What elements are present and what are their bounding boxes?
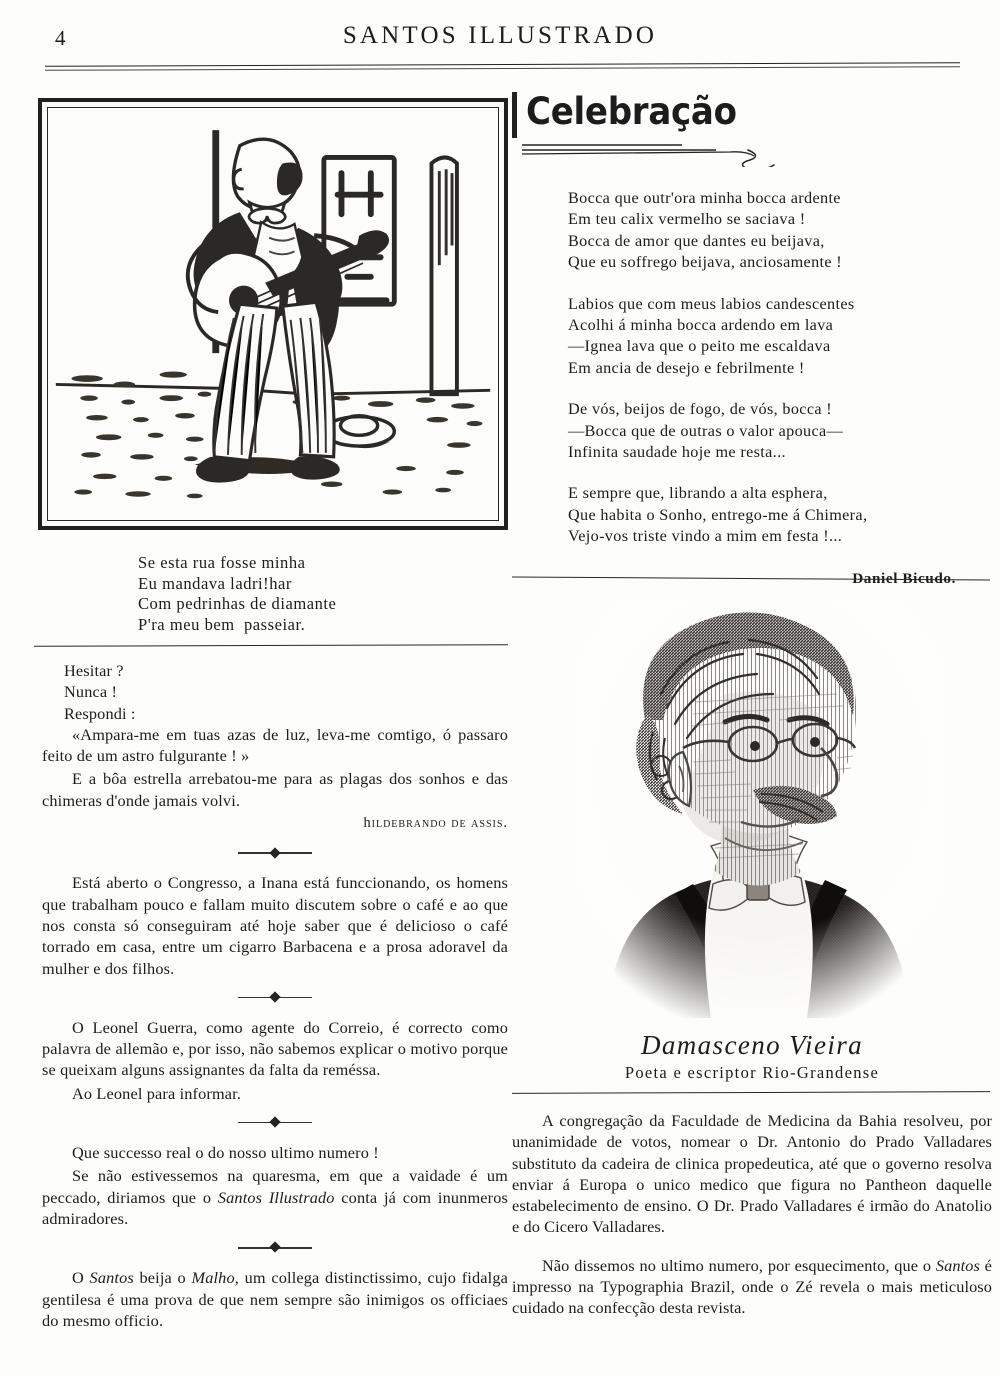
publication-mention: Malho [191, 1268, 235, 1288]
note-successo-second [42, 1165, 508, 1229]
fragment-line: Respondi : [64, 703, 136, 723]
fragment-line: Hesitar ? [64, 661, 124, 680]
note-successo-text-b: conta já com inunmeros admiradores. [42, 1187, 508, 1228]
ornament-divider [42, 1242, 508, 1254]
note-malho-text-c: , um collega distinctissimo, cujo fidalga gentilesa é uma prova de que nem sempre são inimigos os officiaes do mesmo officio. [42, 1268, 508, 1330]
poem-stanza [568, 483, 988, 547]
note-malho-text-a: O [72, 1268, 90, 1288]
poem-title: Celebração [526, 90, 737, 133]
left-column [42, 660, 508, 1333]
poem-line: —Ignea lava que o peito me escaldava [568, 337, 831, 356]
poem-line: Labios que com meus labios candescentes [568, 294, 855, 313]
note-malho-text-b: beija o [133, 1268, 192, 1288]
caption-line: Com pedrinhas de diamante [138, 594, 337, 613]
note-typographia [512, 1255, 992, 1319]
poem-line: De vós, beijos de fogo, de vós, bocca ! [568, 400, 833, 419]
street-serenader-cartoon [47, 107, 499, 521]
ornament-divider [42, 1117, 508, 1129]
note-malho [42, 1267, 508, 1331]
fragment-lines [42, 660, 508, 724]
caption-line: Se esta rua fosse minha [138, 553, 306, 572]
poem-line: Em ancia de desejo e febrilmente ! [568, 358, 805, 377]
poem-signature: Daniel Bicudo. [852, 569, 956, 587]
poem-line: Acolhi á minha bocca ardendo em lava [568, 316, 834, 335]
poem-line: Em teu calix vermelho se saciava ! [568, 210, 806, 229]
poem-line: —Bocca que de outras o valor apouca— [568, 421, 844, 440]
note-successo-first: Que successo real o do nosso ultimo numero ! [72, 1143, 379, 1163]
poem-line: E sempre que, librando a alta esphera, [568, 484, 828, 503]
right-column [512, 1110, 992, 1336]
heading-flourish-icon [520, 139, 810, 167]
publication-mention: Santos Illustrado [217, 1187, 335, 1207]
poem-line: Infinita saudade hoje me resta... [568, 443, 786, 462]
note-leonel-first: O Leonel Guerra, como agente do Correio, é correcto como palavra de allemão e, por isso, não sabemos explicar o motivo porque se queixam alguns assignantes da falta da reméssa. [42, 1017, 508, 1080]
note-typographia-text-b: é impresso na Typographia Brazil, onde o Zé revela o mais meticuloso cuidado na confecção desta revista. [512, 1255, 992, 1318]
note-leonel-second: Ao Leonel para informar. [72, 1083, 242, 1103]
publication-mention: Santos [89, 1268, 134, 1288]
quote-closing-paragraph: E a bôa estrella arrebatou-me para as plagas dos sonhos e das chimeras d'onde jamais volvi. [42, 769, 508, 810]
illustration-caption [138, 553, 336, 635]
poem-heading [512, 90, 982, 134]
poem-line: Que eu soffrego beijava, anciosamente ! [568, 253, 843, 272]
ornament-divider [42, 847, 508, 859]
poem-stanza [568, 399, 988, 463]
heading-bar [512, 92, 517, 138]
caption-line: P'ra meu bem passeiar. [138, 614, 306, 634]
publication-title: SANTOS ILLUSTRADO [342, 22, 658, 49]
note-typographia-text-a: Não dissemos no ultimo numero, por esquecimento, que o [542, 1255, 936, 1275]
quote-signature: hildebrando de assis. [363, 815, 508, 832]
poem-line: Vejo-vos triste vindo a mim em festa !... [568, 527, 843, 546]
note-faculdade: A congregação da Faculdade de Medicina da Bahia resolveu, por unanimidade de votos, nomear o Dr. Antonio do Prado Valladares substituto da cadeira de clinica propedeutica, até que o governo resolva enviar á Europa o unico medico que figura no Pantheon daquelle estabelecimento de ensino. O Dr. Prado Valladares é irmão do Anatolio e do Cicero Valladares. [512, 1111, 992, 1237]
masthead-rule [45, 62, 960, 71]
poem-stanza [568, 188, 988, 274]
fragment-line: Nunca ! [64, 682, 118, 702]
poem-line: Que habita o Sonho, entrego-me á Chimera, [568, 505, 868, 524]
ornament-divider [42, 992, 508, 1004]
portrait-engraving [575, 598, 945, 1018]
left-column-rule [34, 644, 508, 646]
quote-paragraph: «Ampara-me em tuas azas de luz, leva-me comtigo, ó passaro feito de um astro fulgurante ! » [42, 724, 508, 766]
poem-body [568, 188, 988, 589]
masthead [0, 22, 1000, 68]
note-successo-text-a: Se não estivessemos na quaresma, em que a vaidade é um peccado, diriamos que o [42, 1166, 508, 1207]
illustration-frame [38, 98, 508, 530]
portrait-name: Damasceno Vieira [640, 1030, 864, 1060]
poem-line: Bocca que outr'ora minha bocca ardente [568, 189, 841, 207]
publication-mention: Santos [935, 1255, 980, 1275]
page-number: 4 [55, 26, 66, 50]
caption-line: Eu mandava ladri!har [138, 573, 292, 593]
note-congresso: Está aberto o Congresso, a Inana está funccionando, os homens que trabalham pouco e fallam muito discutem sobre o café e ao que nos consta só conseguiram até hoje saber que é delicioso o café torrado em casa, entre um cigarro Barbacena e a prosa adoravel da mulher e dos filhos. [42, 873, 508, 978]
poem-line: Bocca de amor que dantes eu beijava, [568, 231, 825, 250]
portrait-caption-rule [512, 1091, 990, 1094]
portrait-role: Poeta e escriptor Rio-Grandense [624, 1063, 880, 1082]
poem-stanza [568, 294, 988, 380]
